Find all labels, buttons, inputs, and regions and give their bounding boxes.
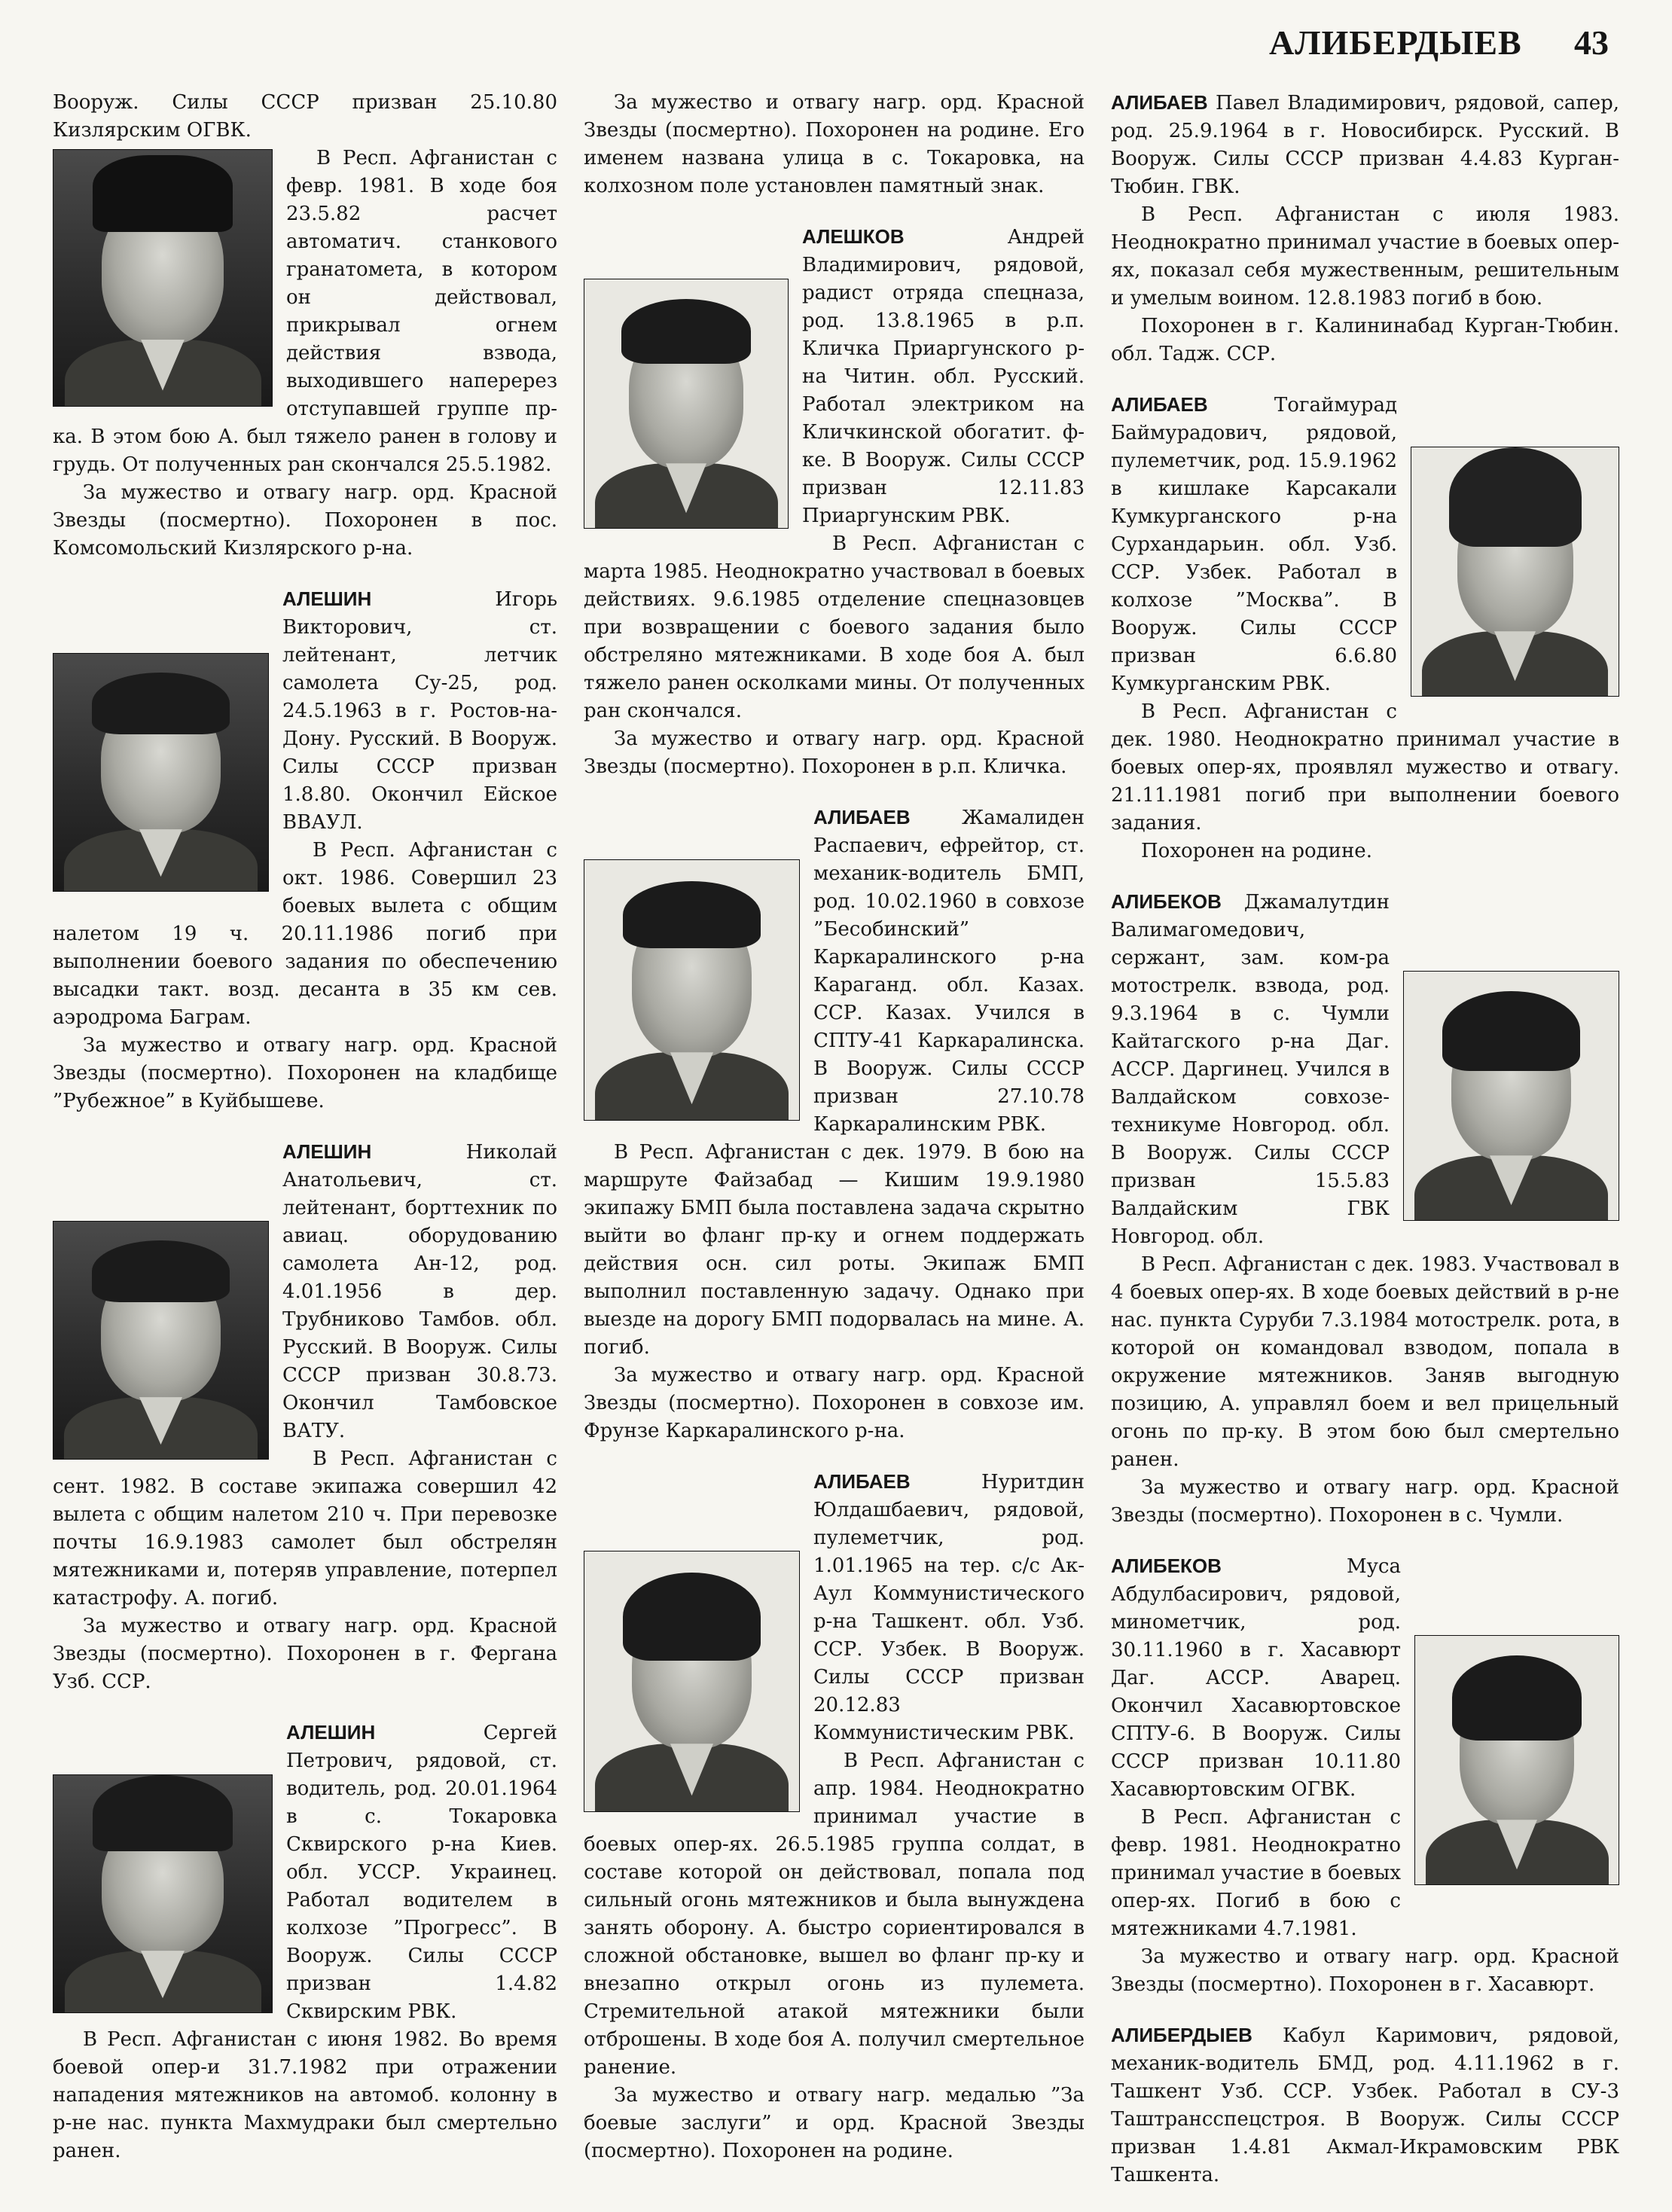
- column-3: [1111, 89, 1619, 2212]
- entry-text: Похоронен в г. Калининабад Курган-Тюбин. обл. Тадж. ССР.: [1111, 315, 1619, 365]
- entry-alibaev-pavel: [1111, 89, 1619, 368]
- entry-aleshin-igor: [53, 585, 557, 1115]
- entry-surname: АЛИБАЕВ: [813, 806, 911, 828]
- entry-text: В Респ. Афганистан с февр. 1981. Неоднократно принимал участие в боевых опер-ях. Погиб в бою с мятежниками 4.7.1981.: [1111, 1806, 1401, 1940]
- entry-surname: АЛЕШИН: [286, 1721, 376, 1744]
- portrait-photo: [1414, 1635, 1619, 1885]
- entry-surname: АЛИБЕРДЫЕВ: [1111, 2024, 1252, 2046]
- portrait-photo: [53, 149, 273, 407]
- entry-text: Вооруж. Силы СССР призван 25.10.80 Кизлярским ОГВК.: [53, 91, 557, 142]
- portrait-photo: [53, 653, 269, 892]
- entry-surname: АЛЕШКОВ: [802, 225, 905, 248]
- entry-alibekov-dzhamalutdin: [1111, 888, 1619, 1530]
- portrait-photo: [584, 859, 800, 1121]
- entry-text: В Респ. Афганистан с апр. 1984. Неоднократно принимал участие в боевых опер-ях. 26.5.1985 группа солдат, в составе которой он действовал, попала под сильный огонь мятежников и была вынуждена занять оборону. А. быстро сориентировался в сложной обстановке, вышел во фланг пр-ку и внезапно открыл огонь из пулемета. Стремительной атакой мятежники были отброшены. В ходе боя А. получил смертельное ранение.: [584, 1750, 1085, 2079]
- portrait-photo: [1403, 971, 1619, 1221]
- entry-bio: Кабул Каримович, рядовой, механик-водитель БМД, род. 4.11.1962 в г. Ташкент Узб. ССР. Узбек. Работал в СУ-3 Таштрансспецстроя. В Вооруж. Силы СССР призван 1.4.81 Акмал-Икрамовским РВК Ташкента.: [1111, 2024, 1619, 2186]
- entry-surname: АЛЕШИН: [282, 1140, 372, 1163]
- entry-bio: Николай Анатольевич, ст. лейтенант, борттехник по авиац. оборудованию самолета Ан-12, род. 4.01.1956 в дер. Трубниково Тамбов. обл. Русский. В Вооруж. Силы СССР призван 30.8.73. Окончил Тамбовское ВАТУ.: [282, 1141, 557, 1442]
- entry-surname: АЛИБАЕВ: [1111, 91, 1208, 114]
- entry-bio: Павел Владимирович, рядовой, сапер, род. 25.9.1964 в г. Новосибирск. Русский. В Вооруж. Силы СССР призван 4.4.83 Курган-Тюбин. ГВК.: [1111, 92, 1620, 198]
- portrait-photo: [53, 1774, 273, 2013]
- portrait-photo: [1411, 447, 1619, 697]
- entry-text: В Респ. Афганистан с сент. 1982. В составе экипажа совершил 42 вылета с общим налетом 210 ч. При перевозке почты 16.9.1983 самолет был обстрелян мятежниками и, потеряв управление, потерпел катастрофу. А. погиб.: [53, 1448, 557, 1609]
- entry-bio: Сергей Петрович, рядовой, ст. водитель, род. 20.01.1964 в с. Токаровка Сквирского р-на Киев. обл. УССР. Украинец. Работал водителем в колхозе ”Прогресс”. В Вооруж. Силы СССР призван 1.4.82 Сквирским РВК.: [286, 1722, 557, 2023]
- portrait-photo: [53, 1221, 269, 1460]
- entry-text: За мужество и отвагу нагр. орд. Красной Звезды (посмертно). Похоронен в пос. Комсомольский Кизлярского р-на.: [53, 481, 557, 560]
- entry-bio: Игорь Викторович, ст. лейтенант, летчик самолета Су-25, род. 24.5.1963 в г. Ростов-на-Дону. Русский. В Вооруж. Силы СССР призван 1.8.80. Окончил Ейское ВВАУЛ.: [282, 588, 557, 834]
- entry-text: За мужество и отвагу нагр. орд. Красной Звезды (посмертно). Похоронен на кладбище ”Рубежное” в Куйбышеве.: [53, 1034, 557, 1112]
- entry-text: За мужество и отвагу нагр. орд. Красной Звезды (посмертно). Похоронен в с. Чумли.: [1111, 1476, 1619, 1527]
- entry-text: За мужество и отвагу нагр. орд. Красной Звезды (посмертно). Похоронен на родине. Его именем названа улица в с. Токаровка, на колхозном поле установлен памятный знак.: [584, 91, 1085, 197]
- entry-text: В Респ. Афганистан с июля 1983. Неоднократно принимал участие в боевых опер-ях, показал себя мужественным, решительным и умелым воином. 12.8.1983 погиб в бою.: [1111, 203, 1619, 310]
- portrait-photo: [584, 279, 789, 529]
- entry-aliberdyev-kabul: [1111, 2021, 1619, 2189]
- entry-text: За мужество и отвагу нагр. орд. Красной Звезды (посмертно). Похоронен в г. Хасавюрт.: [1111, 1945, 1619, 1996]
- entry-text: За мужество и отвагу нагр. орд. Красной Звезды (посмертно). Похоронен в г. Фергана Узб. ССР.: [53, 1615, 557, 1693]
- entry-alibaev-zhamaliden: [584, 804, 1085, 1445]
- entry-surname: АЛИБЕКОВ: [1111, 890, 1222, 913]
- entry-alibaev-togaimurad: [1111, 391, 1619, 865]
- entry-bio: Нуритдин Юлдашбаевич, рядовой, пулеметчик, род. 1.01.1965 на тер. с/с Ак-Аул Коммунистического р-на Ташкент. обл. Узб. ССР. Узбек. В Вооруж. Силы СССР призван 20.12.83 Коммунистическим РВК.: [813, 1471, 1085, 1744]
- column-1: [53, 89, 557, 2188]
- entry-continued: [53, 89, 557, 563]
- entry-text: За мужество и отвагу нагр. медалью ”За боевые заслуги” и орд. Красной Звезды (посмертно). Похоронен на родине.: [584, 2084, 1085, 2162]
- entry-bio: Тогаймурад Баймурадович, рядовой, пулеметчик, род. 15.9.1962 в кишлаке Карсакали Кумкурганского р-на Сурхандарьин. обл. Узб. ССР. Узбек. Работал в колхозе ”Москва”. В Вооруж. Силы СССР призван 6.6.80 Кумкурганским РВК.: [1111, 394, 1397, 695]
- entry-text: За мужество и отвагу нагр. орд. Красной Звезды (посмертно). Похоронен в р.п. Кличка.: [584, 728, 1085, 778]
- entry-surname: АЛИБАЕВ: [813, 1470, 911, 1493]
- entry-text: В Респ. Афганистан с июня 1982. Во время боевой опер-и 31.7.1982 при отражении нападения мятежников на автомоб. колонну в р-не нас. пункта Махмудраки был смертельно ранен.: [53, 2028, 557, 2162]
- portrait-photo: [584, 1551, 800, 1812]
- entry-text: В Респ. Афганистан с дек. 1983. Участвовал в 4 боевых опер-ях. В ходе боевых действий в р-не нас. пункта Суруби 7.3.1984 мотострелк. рота, в которой он командовал взводом, попала в окружение мятежников. Заняв выгодную позицию, А. управлял боем и вел прицельный огонь по пр-ку. В этом бою был смертельно ранен.: [1111, 1253, 1619, 1471]
- entry-text: В Респ. Афганистан с марта 1985. Неоднократно участвовал в боевых действиях. 9.6.1985 отделение спецназовцев при возвращении с боевого задания было обстреляно мятежниками. В ходе боя А. был тяжело ранен осколками мины. От полученных ран скончался.: [584, 532, 1085, 722]
- entry-text: В Респ. Афганистан с дек. 1980. Неоднократно принимал участие в боевых опер-ях, проявлял мужество и отвагу. 21.11.1981 погиб при выполнении боевого задания.: [1111, 700, 1619, 834]
- running-headword: АЛИБЕРДЫЕВ: [1269, 23, 1522, 62]
- entry-alibekov-musa: [1111, 1552, 1619, 1999]
- entry-aleshkov-andrei: [584, 223, 1085, 781]
- page-number: 43: [1574, 23, 1609, 62]
- entry-bio: Андрей Владимирович, рядовой, радист отряда спецназа, род. 13.8.1965 в р.п. Кличка Приаргунского р-на Читин. обл. Русский. Работал электриком на Кличкинской обогатит. ф-ке. В Вооруж. Силы СССР призван 12.11.83 Приаргунским РВК.: [802, 226, 1085, 527]
- entry-aleshin-sergei: [53, 1719, 557, 2165]
- entry-surname: АЛИБАЕВ: [1111, 393, 1208, 416]
- entry-text: В Респ. Афганистан с февр. 1981. В ходе боя 23.5.82 расчет автоматич. станкового гранатомета, в котором он действовал, прикрывал огнем действия взвода, выходившего наперерез отступавшей группе пр-ка. В этом бою А. был тяжело ранен в голову и грудь. От полученных ран скончался 25.5.1982.: [53, 147, 557, 476]
- entry-text: В Респ. Афганистан с дек. 1979. В бою на маршруте Файзабад — Кишим 19.9.1980 экипажу БМП была поставлена задача скрытно выйти во фланг пр-ку и огнем поддержать действия осн. сил роты. Экипаж БМП выполнил поставленную задачу. Однако при выезде на дорогу БМП подорвалась на мине. А. погиб.: [584, 1141, 1085, 1359]
- entry-surname: АЛИБЕКОВ: [1111, 1555, 1222, 1577]
- entry-aleshin-nikolai: [53, 1138, 557, 1696]
- entry-bio: Муса Абдулбасирович, рядовой, минометчик, род. 30.11.1960 в г. Хасавюрт Даг. АССР. Аварец. Окончил Хасавюртовское СПТУ-6. В Вооруж. Силы СССР призван 10.11.80 Хасавюртовским ОГВК.: [1111, 1555, 1401, 1801]
- column-2: [584, 89, 1085, 2188]
- entry-bio: Жамалиден Распаевич, ефрейтор, ст. механик-водитель БМП, род. 10.02.1960 в совхозе ”Бесобинский” Каркаралинского р-на Караганд. обл. Казах. ССР. Казах. Учился в СПТУ-41 Каркаралинска. В Вооруж. Силы СССР призван 27.10.78 Каркаралинским РВК.: [813, 807, 1085, 1136]
- entry-text: За мужество и отвагу нагр. орд. Красной Звезды (посмертно). Похоронен в совхозе им. Фрунзе Каркаралинского р-на.: [584, 1364, 1085, 1442]
- entry-text: В Респ. Афганистан с окт. 1986. Совершил 23 боевых вылета с общим налетом 19 ч. 20.11.1986 погиб при выполнении боевого задания по обеспечению высадки такт. возд. десанта в 35 км сев. аэродрома Баграм.: [53, 839, 557, 1029]
- entry-text: Похоронен на родине.: [1141, 840, 1372, 862]
- entry-surname: АЛЕШИН: [282, 587, 372, 610]
- entry-alibaev-nuritdin: [584, 1468, 1085, 2165]
- entry-bio: Джамалутдин Валимагомедович, сержант, зам. ком-ра мотострелк. взвода, род. 9.3.1964 в с. Чумли Кайтагского р-на Даг. АССР. Даргинец. Учился в Валдайском совхозе-техникуме Новгород. обл. В Вооруж. Силы СССР призван 15.5.83 Валдайским ГВК Новгород. обл.: [1111, 891, 1390, 1248]
- page-header: [0, 23, 1672, 75]
- entry-continued: [584, 89, 1085, 200]
